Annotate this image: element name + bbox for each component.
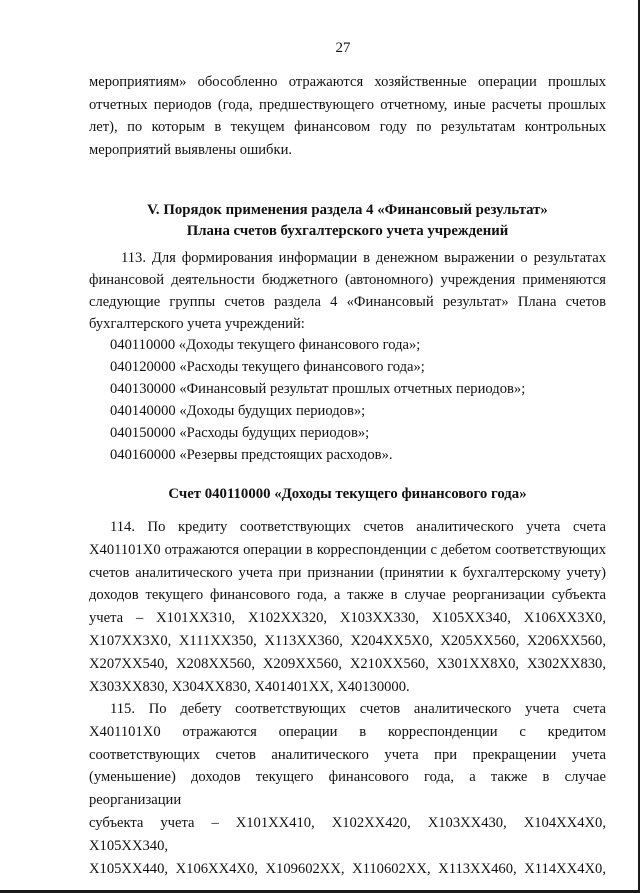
heading-line: V. Порядок применения раздела 4 «Финансовый результат» bbox=[147, 202, 548, 218]
list-item: 040130000 «Финансовый результат прошлых отчетных периодов»; bbox=[110, 381, 526, 397]
paragraph-115 bbox=[89, 698, 606, 880]
list-item: 040160000 «Резервы предстоящих расходов». bbox=[110, 447, 393, 463]
text-line: 113. Для формирования информации в денежном выражении о результатах bbox=[121, 250, 606, 266]
text-line: X207XX540, X208XX560, X209XX560, X210XX560, X301XX8X0, X302XX830, bbox=[89, 655, 606, 672]
account-groups-list bbox=[110, 334, 525, 466]
list-item: 040110000 «Доходы текущего финансового года»; bbox=[110, 337, 421, 353]
text-line: бухгалтерского учета учреждений: bbox=[89, 316, 305, 332]
page-number: 27 bbox=[335, 40, 351, 56]
text-line: финансовой деятельности бюджетного (автономного) учреждения применяются bbox=[89, 272, 606, 288]
intro-paragraph bbox=[89, 71, 606, 161]
text-line: мероприятиям» обособленно отражаются хозяйственные операции прошлых bbox=[89, 74, 606, 90]
paragraph-114 bbox=[89, 516, 606, 698]
text-line: X105XX440, X106XX4X0, X109602XX, X110602XX, X113XX460, X114XX4X0, bbox=[89, 860, 606, 877]
text-line: следующие группы счетов раздела 4 «Финансовый результат» Плана счетов bbox=[89, 294, 606, 310]
list-item: 040140000 «Доходы будущих периодов»; bbox=[110, 403, 366, 419]
text-line: 115. По дебету соответствующих счетов аналитического учета счета bbox=[110, 701, 606, 717]
heading-line: Счет 040110000 «Доходы текущего финансового года» bbox=[168, 486, 527, 502]
text-line: лет), по которым в текущем финансовом году по результатам контрольных bbox=[89, 119, 606, 135]
section-heading bbox=[89, 200, 606, 242]
list-item: 040120000 «Расходы текущего финансового года»; bbox=[110, 359, 425, 375]
text-line: (уменьшение) доходов текущего финансового года, а также в случае реорганизации bbox=[89, 769, 606, 809]
account-heading bbox=[89, 484, 606, 505]
text-line: 114. По кредиту соответствующих счетов аналитического учета счета bbox=[110, 519, 606, 535]
text-line: X107XX3X0, X111XX350, X113XX360, X204XX5X0, X205XX560, X206XX560, bbox=[89, 632, 606, 649]
list-item: 040150000 «Расходы будущих периодов»; bbox=[110, 425, 370, 441]
text-line: соответствующих счетов аналитического учета при прекращении учета bbox=[89, 746, 606, 763]
text-line: мероприятий выявлены ошибки. bbox=[89, 141, 293, 158]
heading-line: Плана счетов бухгалтерского учета учреждений bbox=[186, 223, 509, 239]
text-line: X303XX830, X304XX830, X401401XX, X40130000. bbox=[89, 678, 410, 695]
paragraph-113 bbox=[89, 247, 606, 335]
text-line: отчетных периодов (года, предшествующего отчетному, иные расчеты прошлых bbox=[89, 96, 606, 113]
text-line: X401101X0 отражаются операции в корреспонденции с дебетом соответствующих bbox=[89, 541, 606, 558]
text-line: X401101X0 отражаются операции в корреспонденции с кредитом bbox=[89, 723, 606, 740]
text-line: субъекта учета – X101XX410, X102XX420, X103XX430, X104XX4X0, X105XX340, bbox=[89, 814, 606, 854]
text-line: доходов текущего финансового года, а также в случае реорганизации субъекта bbox=[89, 587, 606, 604]
text-line: счетов аналитического учета при признании (принятии к бухгалтерскому учету) bbox=[89, 564, 606, 581]
text-line: учета – X101XX310, X102XX320, X103XX330, X105XX340, X106XX3X0, bbox=[89, 610, 606, 627]
